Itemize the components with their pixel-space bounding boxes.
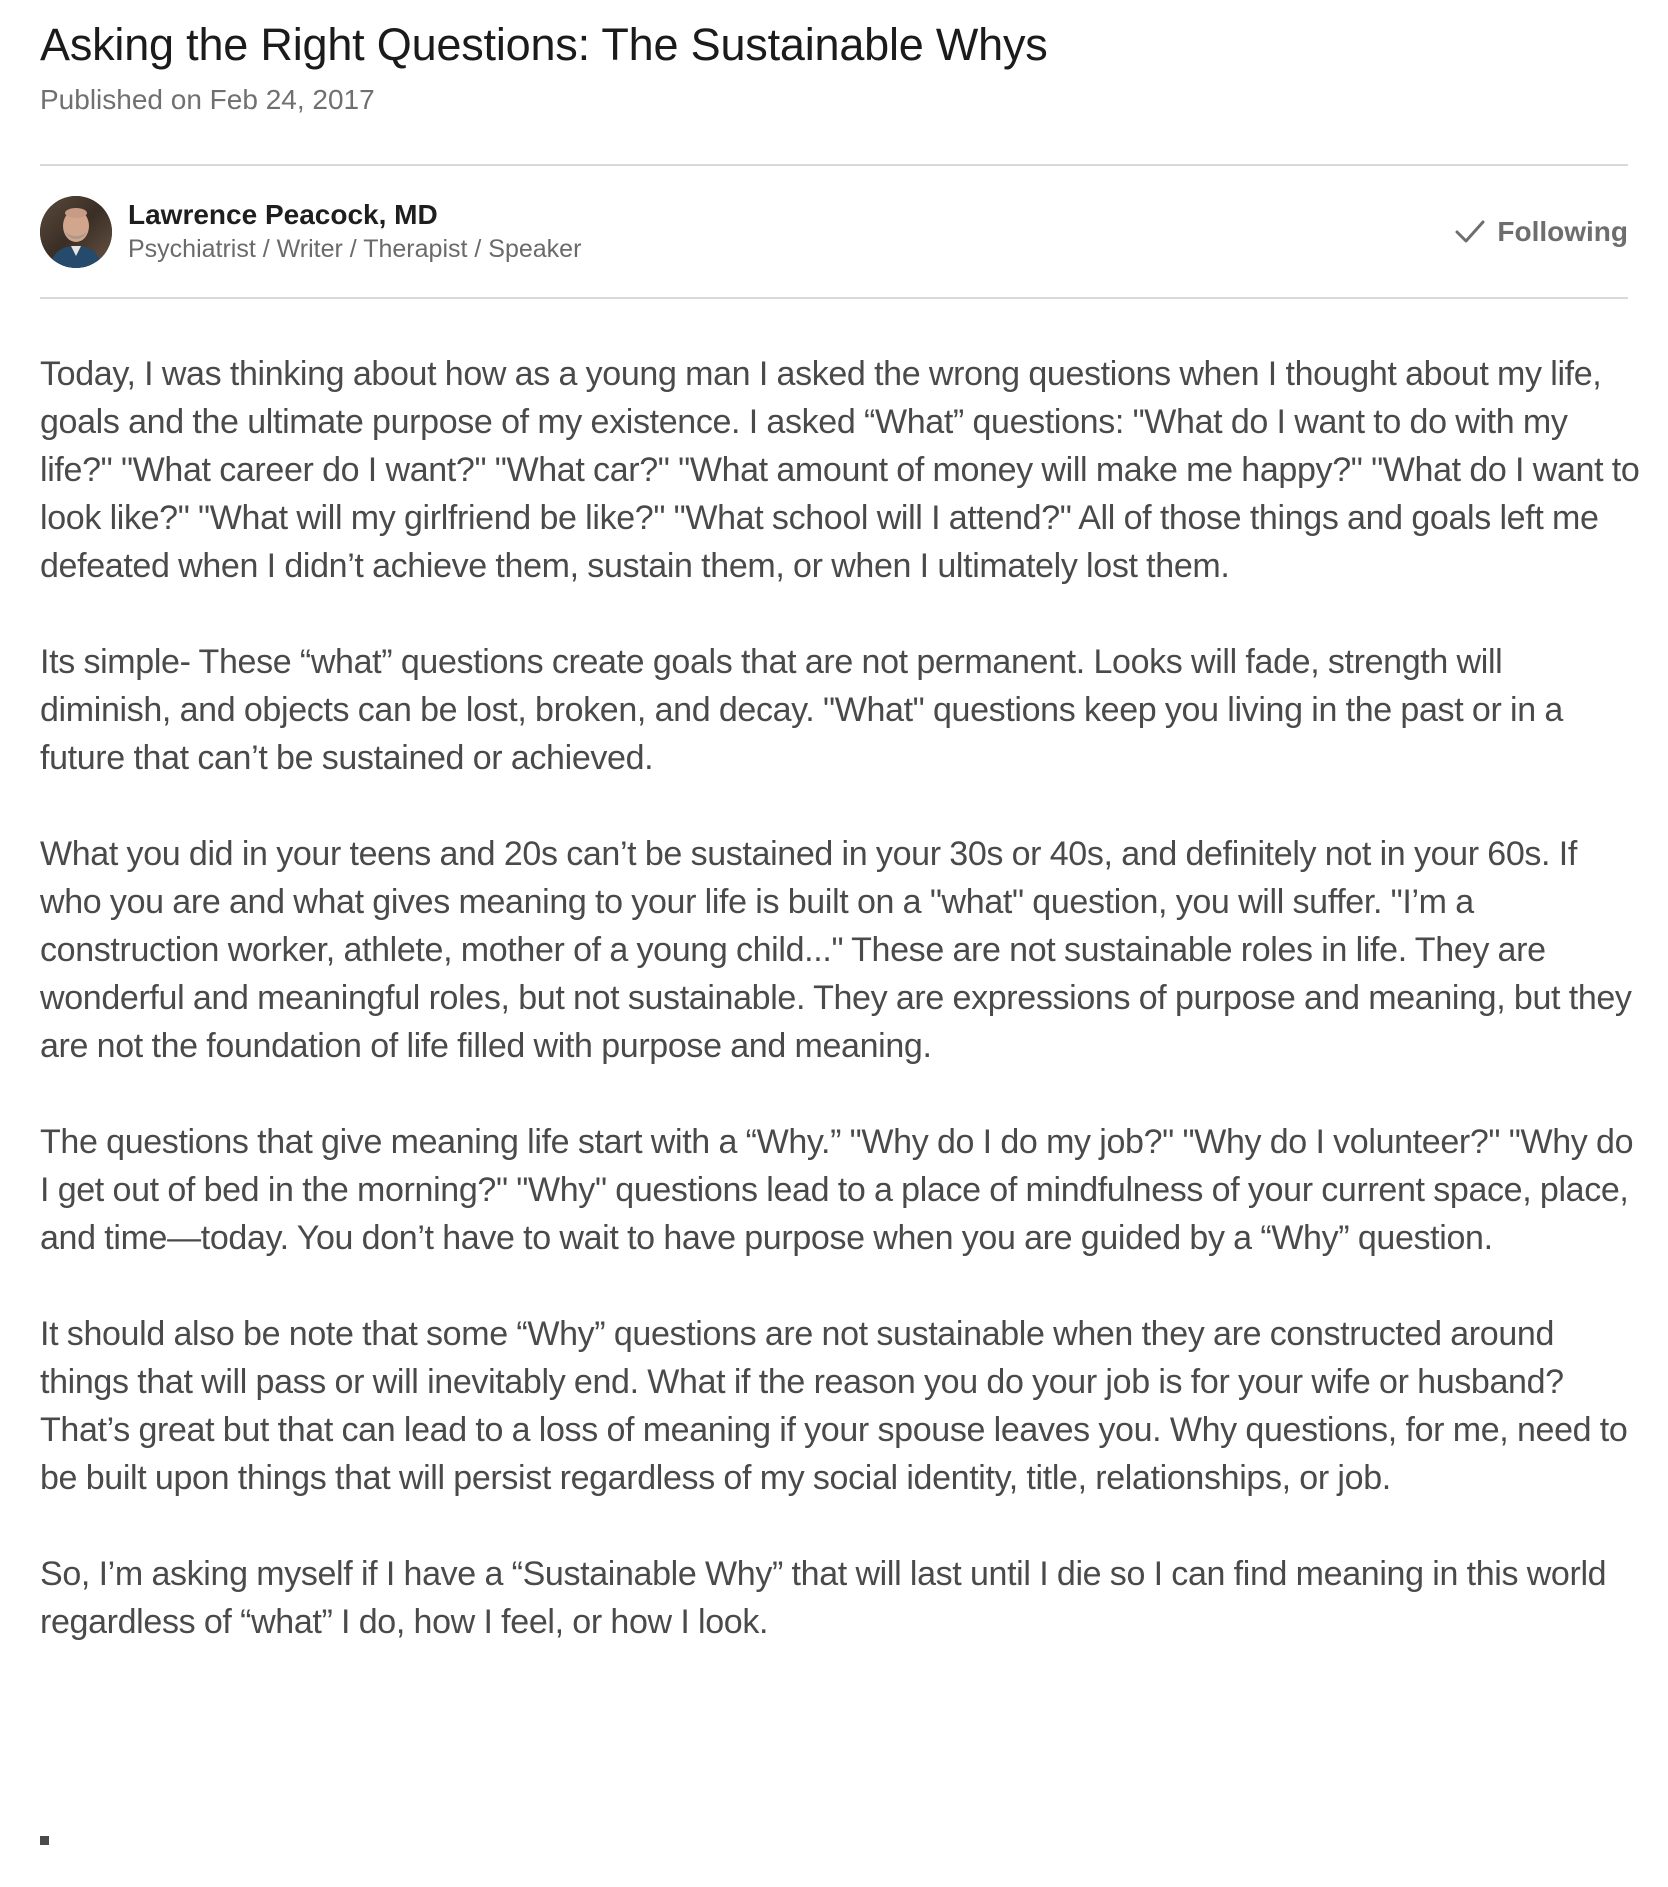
user-avatar-icon — [40, 196, 112, 268]
following-button[interactable] — [1455, 214, 1628, 250]
check-icon — [1455, 219, 1485, 245]
author-avatar[interactable] — [40, 196, 112, 268]
author-divider — [40, 297, 1628, 299]
author-name[interactable]: Lawrence Peacock, MD — [128, 199, 438, 230]
body-paragraph: Today, I was thinking about how as a young man I asked the wrong questions when I thought about my life, goals and the ultimate purpose of my existence. I asked “What” questions: "What do I want to do with my life?" "What career do I want?" "What car?" "What amount of money will make me happy?" "What do I want to look like?" "What will my girlfriend be like?" "What school will I attend?" All of those things and goals left me defeated when I didn’t achieve them, sustain them, or when I ultimately lost them. — [40, 355, 1640, 585]
body-paragraph: So, I’m asking myself if I have a “Sustainable Why” that will last until I die so I can find meaning in this world regardless of “what” I do, how I feel, or how I look. — [40, 1555, 1607, 1641]
article-body — [40, 350, 1640, 1694]
following-label: Following — [1497, 216, 1628, 247]
article-title: Asking the Right Questions: The Sustainable Whys — [40, 19, 1048, 70]
body-paragraph: It should also be note that some “Why” questions are not sustainable when they are constructed around things that will pass or will inevitably end. What if the reason you do your job is for your wife or husband? That’s great but that can lead to a loss of meaning if your spouse leaves you. Why questions, for me, need to be built upon things that will persist regardless of my social identity, title, relationships, or job. — [40, 1315, 1628, 1497]
article-end-marker — [40, 1836, 49, 1845]
published-date: Published on Feb 24, 2017 — [40, 84, 375, 115]
body-paragraph: What you did in your teens and 20s can’t be sustained in your 30s or 40s, and definitely not in your 60s. If who you are and what gives meaning to your life is built on a "what" question, you will suffer. "I’m a construction worker, athlete, mother of a young child..." These are not sustainable roles in life. They are wonderful and meaningful roles, but not sustainable. They are expressions of purpose and meaning, but they are not the foundation of life filled with purpose and meaning. — [40, 835, 1632, 1065]
author-card — [40, 196, 1628, 268]
header-divider — [40, 164, 1628, 166]
body-paragraph: The questions that give meaning life start with a “Why.” "Why do I do my job?" "Why do I volunteer?" "Why do I get out of bed in the morning?" "Why" questions lead to a place of mindfulness of your current space, place, and time—today. You don’t have to wait to have purpose when you are guided by a “Why” question. — [40, 1123, 1634, 1257]
body-paragraph: Its simple- These “what” questions create goals that are not permanent. Looks will fade, strength will diminish, and objects can be lost, broken, and decay. "What" questions keep you living in the past or in a future that can’t be sustained or achieved. — [40, 643, 1563, 777]
author-headline: Psychiatrist / Writer / Therapist / Speaker — [128, 235, 582, 263]
